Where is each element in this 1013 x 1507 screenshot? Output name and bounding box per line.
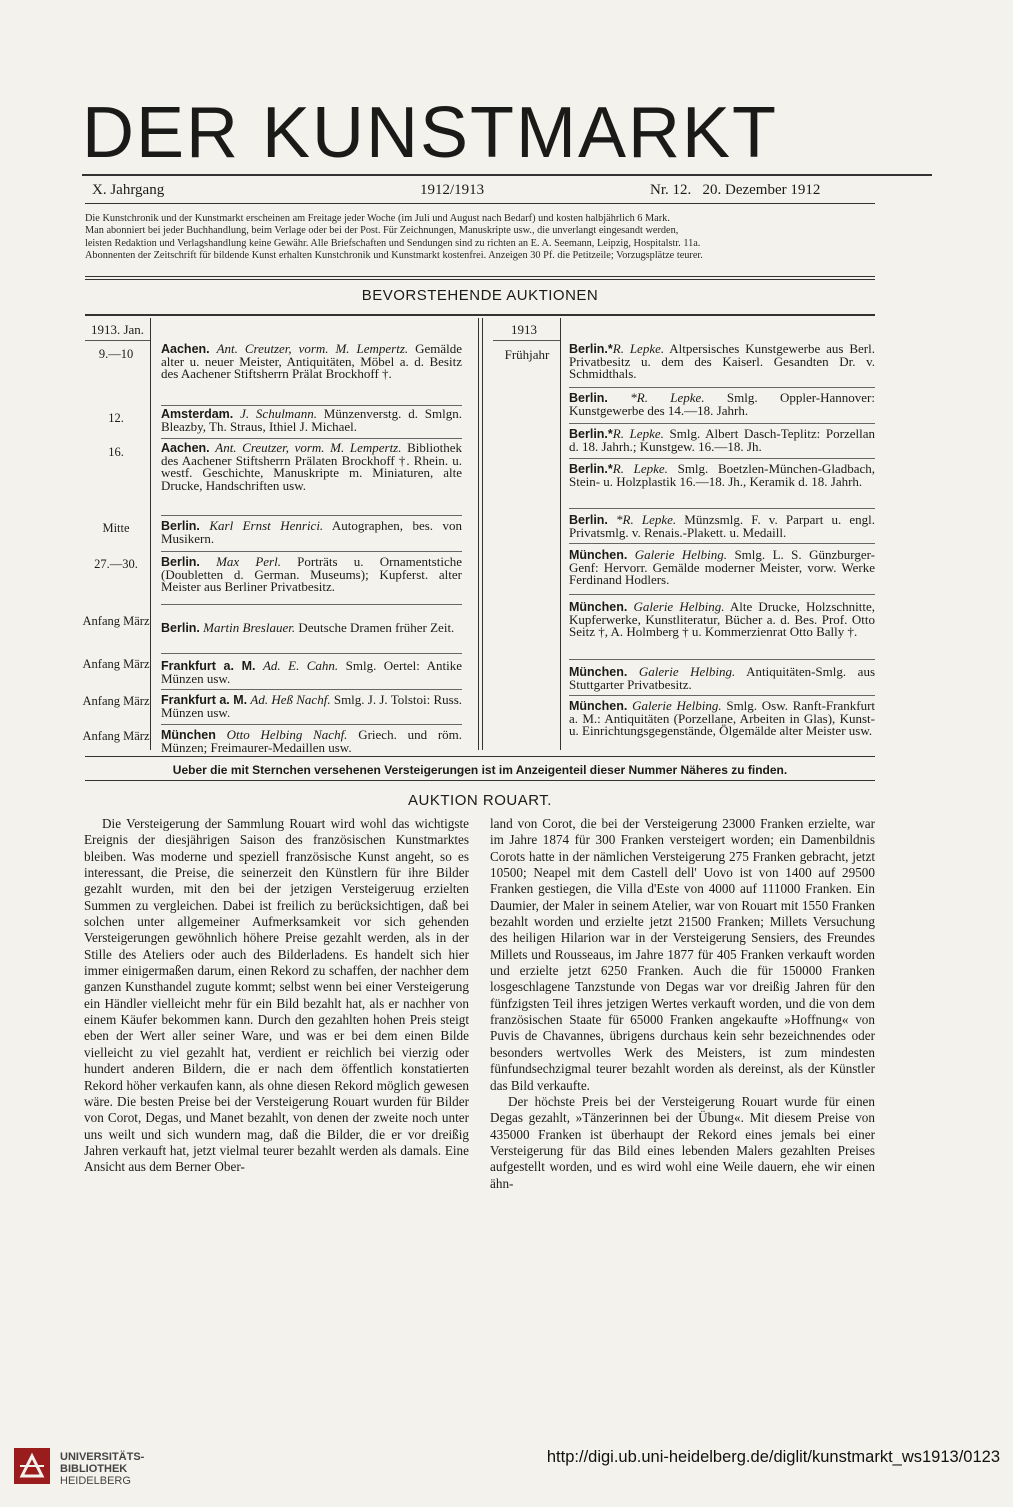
auction-date: 16. xyxy=(108,445,124,459)
auction-city: Berlin. xyxy=(161,519,200,533)
permalink-url[interactable]: http://digi.ub.uni-heidelberg.de/diglit/kunstmarkt_ws1913/0123 xyxy=(546,1448,1000,1466)
row-separator xyxy=(161,653,462,654)
auction-firm: R. Lepke. xyxy=(612,426,664,441)
auction-entry xyxy=(161,622,462,635)
notice-line: Die Kunstchronik und der Kunstmarkt erscheinen am Freitage jeder Woche (im Juli und August nach Bedarf) und kosten halbjährlich 6 Mark. xyxy=(85,213,670,224)
table-column-divider xyxy=(150,318,151,750)
auction-firm: R. Lepke. xyxy=(612,341,665,356)
auction-entry xyxy=(569,601,875,639)
table-column-divider xyxy=(560,318,561,750)
auction-firm: Galerie Helbing. xyxy=(634,547,728,562)
auctions-title: BEVORSTEHENDE AUKTIONEN xyxy=(361,287,599,304)
auction-city: Berlin.* xyxy=(569,462,613,476)
auction-entry xyxy=(569,392,875,417)
auction-date: 27.—30. xyxy=(94,557,138,571)
auction-description: Smlg. Oertel: Antike Münzen usw. xyxy=(161,658,462,686)
auction-entry xyxy=(569,549,875,587)
auction-entry xyxy=(161,343,462,381)
auction-date: 9.—10 xyxy=(98,347,134,361)
notice-line: Abonnenten der Zeitschrift für bildende Kunst erhalten Kunstchronik und Kunstmarkt kostenfrei. Anzeigen 30 Pf. die Petitzeile; Vorzugsplätze teurer. xyxy=(85,249,703,261)
header-underline xyxy=(85,340,150,341)
auction-city: München. xyxy=(569,600,628,614)
auction-entry xyxy=(161,694,462,719)
auction-city: Frankfurt a. M. xyxy=(161,693,248,707)
auction-city: München xyxy=(161,728,216,742)
auction-date: Anfang März xyxy=(82,657,150,671)
notice-rule-top xyxy=(85,276,875,277)
auction-description: Smlg. Albert Dasch-Teplitz: Porzellan d. 18. Jahrh.; Kunstgew. 16.—18. Jh. xyxy=(569,426,875,454)
auction-description: Smlg. Boetzlen-München-Gladbach, Stein- u. Holzplastik 16.—18. Jh., Keramik d. 18. Jahrh. xyxy=(569,461,875,489)
auction-city: Aachen. xyxy=(161,441,210,455)
auction-description: Münzenverstg. d. Smlgn. Bleazby, Th. Straus, Ithiel J. Michael. xyxy=(161,406,463,434)
auction-firm: R. Lepke. xyxy=(612,461,668,476)
auction-firm: Otto Helbing Nachf. xyxy=(226,727,348,742)
row-separator xyxy=(161,689,462,690)
auction-description: Porträts u. Ornamentstiche (Doubletten d. German. Museums); Kupferst. alter Meister aus Berliner Privatbesitz. xyxy=(161,554,462,594)
notice-line: Man abonniert bei jeder Buchhandlung, beim Verlage oder bei der Post. Für Zeichnungen, Manuskripte usw., die unverlangt eingesandt werden, xyxy=(85,225,679,237)
asterisk-footnote: Ueber die mit Sternchen versehenen Versteigerungen ist im Anzeigenteil dieser Nummer Näheres zu finden. xyxy=(172,763,788,777)
auction-firm: Ad. E. Cahn. xyxy=(262,658,339,673)
article-paragraph: Die Versteigerung der Sammlung Rouart wird wohl das wichtigste Ereignis der diesjährigen Saison des französischen Kunstmarktes bleiben. Was moderne und speziell französische Kunst angeht, so es interessant, die Preise, die seinerzeit den Künstlern für ihre Bilder gezahlt wurden, mit den bei der jetzigen Versteigeruug erzielten Summen zu vergleichen. Dabei ist freilich zu berücksichtigen, daß bei solchen unter allgemeiner Aufmerksamkeit vor sich gehenden Versteigerungen gewöhnlich höhere Preise gezahlt werden, als in der Stille des Ateliers oder auch des Bilderladens. Es handelt sich hier immer einigermaßen darum, einen Rekord zu schaffen, der nachher dem ganzen Kunsthandel zugute kommt; selbst wenn bei einer Versteigerung ein Händler vielleicht mehr für ein Bild bezahlt hat, als er nachher von einem Käufer bekommen kann. Durch den gezahlten hohen Preis steigt eben der Wert aller seiner Ware, und was er bei dem einen Bilde vielleicht zu viel gezahlt hat, verdient er reichlich bei vierzig oder hundert anderen Bildern, die er nach dem öffentlich konstatierten Rekord höher verkaufen kann, als ohne diesen Rekord möglich gewesen wäre. Die besten Preise bei der Versteigerung Rouart wurden für Bilder von Corot, Degas, und Manet bezahlt, von denen der zweite noch unter uns weilt und sich wundern mag, daß die Bilder, die er vor dreißig Jahren verkauft hat, jetzt vielmal teurer bezahlt werden als damals. Eine Ansicht aus dem Berner Ober- xyxy=(84,816,469,1175)
auction-entry xyxy=(161,556,462,594)
auction-firm: Karl Ernst Henrici. xyxy=(209,518,324,533)
auction-description: Altpersisches Kunstgewerbe aus Berl. Privatbesitz u. dem des Kaiserl. Gesandten Dr. v. Schmidthals. xyxy=(569,341,875,381)
row-separator xyxy=(161,604,462,605)
library-name xyxy=(60,1451,144,1487)
auction-city: Amsterdam. xyxy=(161,407,234,421)
auction-description: Antiquitäten-Smlg. aus Stuttgarter Privatbesitz. xyxy=(569,664,875,692)
auction-date: Anfang März xyxy=(82,694,150,708)
auction-city: Berlin. xyxy=(569,391,608,405)
row-separator xyxy=(569,458,875,459)
library-name-line: UNIVERSITÄTS- xyxy=(60,1451,145,1463)
row-separator xyxy=(569,594,875,595)
auction-entry xyxy=(569,343,875,381)
auction-description: Gemälde alter u. neuer Meister, Antiquitäten, Möbel a. d. Besitz des Aachener Stiftsherrn Prälat Brockhoff †. xyxy=(161,341,462,381)
auction-firm: Ant. Creutzer, vorm. M. Lempertz. xyxy=(216,341,409,356)
auction-firm: *R. Lepke. xyxy=(616,512,677,527)
auction-description: Smlg. Oppler-Hannover: Kunstgewerbe des 14.—18. Jahrh. xyxy=(569,390,876,418)
auction-date: Anfang März xyxy=(82,614,150,628)
article-paragraph: land von Corot, die bei der Versteigerung 23000 Franken erzielte, war im Jahre 1874 für 300 Franken versteigert worden; ein Damenbildnis Corots hatte in der nämlichen Versteigerung 275 Franken gebracht, jetzt 10500; Neapel mit dem Castell dell' Uovo ist von 1400 auf 29500 Franken gestiegen, die Villa d'Este von 4000 auf 111000 Franken. Ein Daumier, der Maler in seinem Atelier, war von Rouart mit 1550 Franken bezahlt worden und erzielte jetzt 21500 Franken; Millets Versuchung des heiligen Hilarion war in der Versteigerung Sensiers, des Freundes Millets und Rousseaus, im Jahre 1877 für 405 Franken verkauft worden und erzielte jetzt 6250 Franken. Auch die für 150000 Franken losgeschlagene Tanzstunde von Degas war vor dreißig Jahren für den fünfzigsten Teil ihres jetzigen Wertes verkauft worden, und die von dem französischen Staate für 65000 Franken angekaufte »Hoffnung« von Puvis de Chavannes, übrigens durchaus kein sehr bezeichnendes oder besonders wertvolles Werk des Meisters, ist zum mindesten fünfundsechzigmal teurer bezahlt worden als dereinst, als der Künstler das Bild verkaufte. xyxy=(490,816,875,1093)
auction-firm: Galerie Helbing. xyxy=(638,664,736,679)
volume-label: X. Jahrgang xyxy=(92,182,165,198)
issue-label: Nr. 12. 20. Dezember 1912 xyxy=(650,182,821,198)
auction-city: München. xyxy=(569,699,628,713)
auction-description: Deutsche Dramen früher Zeit. xyxy=(298,620,455,635)
table-center-rule-left xyxy=(478,318,479,750)
article-paragraph: Der höchste Preis bei der Versteigerung Rouart wurde für einen Degas gezahlt, »Tänzerinnen bei der Übung«. Mit diesem Preise von 435000 Franken ist überhaupt der Rekord eines jemals bei einer Versteigerung für das Bild eines lebenden Malers gezahlten Preises aufgestellt worden, und es wird wohl eine Weile dauern, ehe wir einen ähn- xyxy=(490,1093,875,1191)
auction-entry xyxy=(161,408,462,433)
left-table-header: 1913. Jan. xyxy=(90,322,145,337)
masthead-rule xyxy=(82,174,932,176)
row-separator xyxy=(161,551,462,552)
auction-firm: Galerie Helbing. xyxy=(632,698,722,713)
library-name-line: BIBLIOTHEK xyxy=(60,1463,128,1475)
auction-description: Griech. und röm. Münzen; Freimaurer-Medaillen usw. xyxy=(161,727,463,755)
row-separator xyxy=(161,724,462,725)
row-separator xyxy=(161,438,462,439)
auction-entry xyxy=(569,428,875,453)
auction-city: Aachen. xyxy=(161,342,210,356)
auction-entry xyxy=(569,700,875,738)
masthead-title: DER KUNSTMARKT xyxy=(82,93,779,173)
table-bottom-rule xyxy=(85,756,875,757)
auction-city: Berlin. xyxy=(161,621,200,635)
auction-entry xyxy=(569,514,875,539)
auction-firm: J. Schulmann. xyxy=(240,406,317,421)
row-separator xyxy=(569,423,875,424)
auction-firm: *R. Lepke. xyxy=(630,390,705,405)
row-separator xyxy=(569,387,875,388)
row-separator xyxy=(161,515,462,516)
auction-city: Berlin.* xyxy=(569,427,613,441)
auction-date: 12. xyxy=(108,411,124,425)
right-table-header: 1913 xyxy=(511,322,537,337)
auction-entry xyxy=(161,520,462,545)
library-logo-icon xyxy=(14,1448,50,1484)
year-label: 1912/1913 xyxy=(420,182,485,198)
subhead-rule xyxy=(85,203,875,204)
auction-city: Berlin. xyxy=(569,513,608,527)
auction-entry xyxy=(161,729,462,754)
auction-firm: Galerie Helbing. xyxy=(633,599,725,614)
auction-entry xyxy=(161,660,462,685)
auction-city: Frankfurt a. M. xyxy=(161,659,256,673)
auction-firm: Martin Breslauer. xyxy=(203,620,296,635)
auction-description: Smlg. L. S. Günzburger-Genf: Hervorr. Gemälde moderner Meister, vorw. Werke Ferdinand Hodlers. xyxy=(569,547,876,587)
row-separator xyxy=(569,508,875,509)
notice-rule-bottom xyxy=(85,279,875,280)
notice-line: leisten Redaktion und Verlagshandlung keine Gewähr. Alle Briefschaften und Sendungen sind zu richten an E. A. Seemann, Leipzig, Hospitalstr. 11a. xyxy=(85,237,701,249)
auction-firm: Ant. Creutzer, vorm. M. Lempertz. xyxy=(215,440,402,455)
auction-city: München. xyxy=(569,548,628,562)
auction-city: Berlin. xyxy=(161,555,200,569)
auction-description: Münzsmlg. F. v. Parpart u. engl. Privatsmlg. v. Renais.-Plakett. u. Medaill. xyxy=(569,512,875,540)
article-column-left xyxy=(84,816,469,1176)
auction-description: Bibliothek des Aachener Stiftsherrn Prälaten Brockhoff †. Rhein. u. westf. Geschichte, Manuskripte m. Miniaturen, alte Drucke, Handschriften usw. xyxy=(161,440,462,493)
footnote-rule xyxy=(85,780,875,781)
auction-city: München. xyxy=(569,665,628,679)
auctions-rule xyxy=(85,314,875,316)
auction-description: Smlg. J. J. Tolstoi: Russ. Münzen usw. xyxy=(161,692,463,720)
auction-city: Berlin.* xyxy=(569,342,613,356)
article-column-right xyxy=(490,816,875,1192)
auction-entry xyxy=(161,442,462,492)
subscription-notice xyxy=(85,213,875,262)
auction-description: Alte Drucke, Holzschnitte, Kupferwerke, Kunstliteratur, Bücher a. d. Bes. Prof. Otto Seitz †, A. Holmberg † u. Kommerzienrat Otto Bally †. xyxy=(569,599,876,639)
row-separator xyxy=(569,695,875,696)
auction-date: Mitte xyxy=(102,521,130,535)
row-separator xyxy=(569,543,875,544)
library-name-line: HEIDELBERG xyxy=(60,1475,131,1487)
article-title: AUKTION ROUART. xyxy=(408,792,552,809)
right-table-date: Frühjahr xyxy=(504,347,550,362)
row-separator xyxy=(569,659,875,660)
table-center-rule-right xyxy=(482,318,483,750)
header-underline xyxy=(493,340,560,341)
auction-firm: Max Perl. xyxy=(216,554,281,569)
auction-entry xyxy=(569,463,875,488)
auction-entry xyxy=(569,666,875,691)
auction-date: Anfang März xyxy=(82,729,150,743)
auction-firm: Ad. Heß Nachf. xyxy=(250,692,331,707)
auction-description: Smlg. Osw. Ranft-Frankfurt a. M.: Antiquitäten (Porzellane, Arbeiten in Glas), Kunst- u. Einrichtungsgegenstände, Ölgemälde alter Meister usw. xyxy=(569,698,876,738)
auction-description: Autographen, bes. von Musikern. xyxy=(161,518,462,546)
